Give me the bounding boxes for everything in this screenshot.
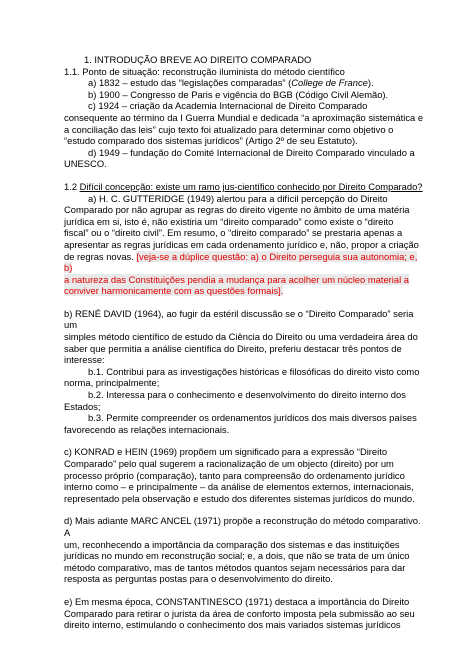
paragraph-line: método comparativo, mas de tantos métodos quantos sejam necessários para dar: [64, 561, 406, 573]
list-item-b: b) 1900 – Congresso de Paris e vigência do BGB (Código Civil Alemão).: [88, 88, 389, 100]
paragraph-line: “estudo comparado dos sistemas jurídicos” (Artigo 2º de seu Estatuto).: [64, 135, 358, 147]
paragraph-line: interesse:: [64, 354, 105, 366]
sub-item-b2: b.2. Interessa para o conhecimento e desenvolvimento do direito interno dos: [88, 389, 406, 401]
paragraph-line: a) H. C. GUTTERIDGE (1949) alertou para a difícil percepção do Direito: [88, 192, 388, 204]
document-body: [64, 54, 424, 631]
paragraph-line: jurídica em si, isto é, não existiria um “direito comparado” como existe o “direito: [64, 215, 394, 227]
text: ).: [367, 77, 374, 89]
red-note: [veja-se a dúplice questão: a) o Direito perseguia sua autonomia; e, b): [64, 250, 418, 274]
paragraph-line: c) KONRAD e HEIN (1969) propõem um significado para a expressão “Direito: [64, 446, 388, 458]
text: de regras novas.: [64, 250, 137, 262]
paragraph-line: processo próprio (comparação), tanto para compreensão do ordenamento jurídico: [64, 469, 405, 481]
paragraph-line: saber que permitia a análise científica do Direito, preferiu destacar três pontos de: [64, 342, 402, 354]
paragraph-line: simples método científico de estudo da Ciência do Direito ou uma verdadeira área do: [64, 331, 418, 343]
paragraph-line: b) RENÉ DAVID (1964), ao fugir da estéril discussão se o “Direito Comparado” seria um: [64, 307, 414, 331]
subsection-title: 1.1. Ponto de situação: reconstrução iluminista do método científico: [64, 65, 345, 77]
paragraph-line: Comparado por não agrupar as regras do direito vigente no âmbito de uma matéria: [64, 204, 410, 216]
paragraph-line: direito interno, estimulando o conhecimento dos mais variados sistemas jurídicos: [64, 619, 401, 631]
paragraph-line: um, reconhecendo a importância da comparação dos sistemas e das instituições: [64, 538, 400, 550]
paragraph-line: resposta as perguntas postas para o desenvolvimento do direito.: [64, 573, 333, 585]
paragraph-line: jurídicas no mundo em reconstrução social; e, a dois, que não se trata de um único: [64, 550, 410, 562]
paragraph-line: d) Mais adiante MARC ANCEL (1971) propõe a reconstrução do método comparativo. A: [64, 515, 421, 538]
list-item-c: c) 1924 – criação da Academia Internacional de Direito Comparado: [88, 100, 368, 112]
paragraph-line: a conciliação das leis” cujo texto foi atualizado para determinar como objetivo o: [64, 123, 394, 135]
paragraph-line: [64, 285, 424, 297]
paragraph-line: UNESCO.: [64, 158, 107, 170]
sub-item-b1: b.1. Contribui para as investigações históricas e filosóficas do direito visto como: [88, 365, 420, 377]
subsection-title: [64, 181, 424, 193]
paragraph-line: Comparado” pelo qual sugerem a racionalização de um objecto (direito) por um: [64, 458, 394, 469]
section-heading: 1. INTRODUÇÃO BREVE AO DIREITO COMPARADO: [84, 54, 312, 65]
paragraph-line: Estados;: [64, 400, 101, 412]
paragraph-line: [64, 251, 424, 274]
sub-item-b3: b.3. Permite compreender os ordenamentos jurídicos dos mais diversos países: [88, 412, 417, 424]
paragraph-line: fiscal” ou o “direito civil”. Em resumo, o “direito comparado” se prestaria apenas a: [64, 227, 403, 239]
paragraph-line: representado pela observação e estudo dos diferentes sistemas jurídicos do mundo.: [64, 492, 415, 504]
paragraph-line: e) Em mesma época, CONSTANTINESCO (1971) destaca a importância do Direito: [64, 595, 410, 607]
list-item-a: [64, 77, 424, 89]
text: 1.2: [64, 180, 80, 192]
italic-text: College de France: [291, 77, 368, 89]
list-item-d: d) 1949 – fundação do Comité Internacional de Direito Comparado vinculado a: [88, 146, 415, 158]
paragraph-line: [64, 274, 424, 286]
paragraph-line: favorecendo as relações internacionais.: [64, 423, 230, 435]
paragraph-line: consequente ao término da I Guerra Mundial e dedicada “a aproximação sistemática e: [64, 111, 424, 123]
paragraph-line: interno como – e principalmente – da análise de elementos externos, internacionais,: [64, 481, 414, 493]
paragraph-line: Comparado para retirar o jurista da área de conforto imposta pela submissão ao seu: [64, 607, 415, 619]
paragraph-line: norma, principalmente;: [64, 377, 160, 389]
red-note: conviver harmonicamente com as questões formais].: [64, 285, 284, 297]
paragraph-line: apresentar as regras jurídicas em cada ordenamento jurídico e, não, propor a criação: [64, 238, 419, 250]
underlined-title: Difícil concepção: existe um ramo jus-científico conhecido por Direito Comparado?: [79, 180, 423, 192]
text: a) 1832 – estudo das “legislações comparadas” (: [88, 77, 292, 89]
red-note: a natureza das Constituições pendia a mudança para acolher um núcleo material a: [64, 273, 409, 285]
